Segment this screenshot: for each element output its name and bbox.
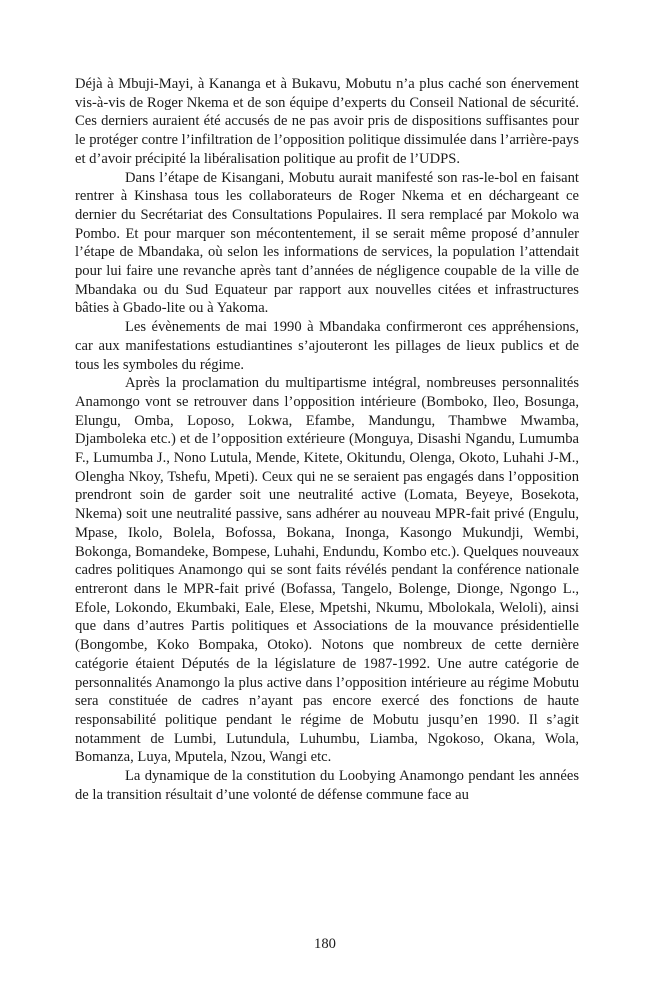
page-number: 180	[314, 936, 336, 952]
page-body	[75, 75, 579, 804]
paragraph-5: La dynamique de la constitution du Loobying Anamongo pendant les années de la transition résultait d’une volonté de défense commune face au	[75, 768, 579, 803]
paragraph-3: Les évènements de mai 1990 à Mbandaka confirmeront ces appréhensions, car aux manifestations estudiantines s’ajouteront les pillages de lieux publics et de tous les symboles du régime.	[75, 319, 579, 373]
paragraph-1: Déjà à Mbuji-Mayi, à Kananga et à Bukavu, Mobutu n’a plus caché son énervement vis-à-vis de Roger Nkema et de son équipe d’experts du Conseil National de sécurité. Ces derniers auraient été accusés de ne pas avoir pris de dispositions suffisantes pour le protéger contre l’infiltration de l’opposition politique dissimulée dans l’arrière-pays et d’avoir précipité la libéralisation politique au profit de l’UDPS.	[75, 76, 579, 167]
paragraph-2: Dans l’étape de Kisangani, Mobutu aurait manifesté son ras-le-bol en faisant rentrer à Kinshasa tous les collaborateurs de Roger Nkema et en déchargeant ce dernier du Secrétariat des Consultations Populaires. Il sera remplacé par Mokolo wa Pombo. Et pour marquer son mécontentement, il se serait même proposé d’annuler l’étape de Mbandaka, où selon les informations de services, la population l’attendait pour lui faire une revanche après tant d’années de négligence coupable de la ville de Mbandaka ou du Sud Equateur par rapport aux nouvelles citées et infrastructures bâties à Gbado-lite ou à Yakoma.	[75, 169, 579, 317]
paragraph-4: Après la proclamation du multipartisme intégral, nombreuses personnalités Anamongo vont se retrouver dans l’opposition intérieure (Bomboko, Ileo, Bosunga, Elungu, Omba, Loposo, Lokwa, Efambe, Mandungu, Thambwe Mwamba, Djamboleka etc.) et de l’opposition extérieure (Monguya, Disashi Ngandu, Lumumba F., Lumumba J., Nono Lutula, Mende, Kitete, Okitundu, Olenga, Okoto, Luhahi J-M., Olengha Nkoy, Tshefu, Mpeti). Ceux qui ne se seraient pas engagés dans l’opposition prendront soin de garder soit une neutralité active (Lomata, Beyeye, Bosekota, Nkema) soit une neutralité passive, sans adhérer au nouveau MPR-fait privé (Engulu, Mpase, Ikolo, Bolela, Bofossa, Bokana, Inonga, Kasongo Mukundji, Wembi, Bokonga, Bomandeke, Bompese, Luhahi, Endundu, Kombo etc.). Quelques nouveaux cadres politiques Anamongo qui se sont faits révélés pendant la conférence nationale entreront dans le MPR-fait privé (Bofassa, Tangelo, Bolenge, Dionge, Ngongo L., Efole, Lokondo, Ekumbaki, Eale, Elese, Mpetshi, Nkumu, Mbolokala, Weloli), ainsi que dans d’autres Partis politiques et Associations de la mouvance présidentielle (Bongombe, Koko Bompaka, Otoko). Notons que nombreux de cette dernière catégorie étaient Députés de la législature de 1987-1992. Une autre catégorie de personnalités Anamongo la plus active dans l’opposition intérieure au régime Mobutu sera constituée de cadres n’ayant pas encore exercé des fonctions de haute responsabilité politique pendant le régime de Mobutu jusqu’en 1990. Il s’agit notamment de Lumbi, Lutundula, Luhumbu, Liamba, Ngokoso, Okana, Wola, Bomanza, Luya, Mputela, Nzou, Wangi etc.	[75, 375, 579, 766]
